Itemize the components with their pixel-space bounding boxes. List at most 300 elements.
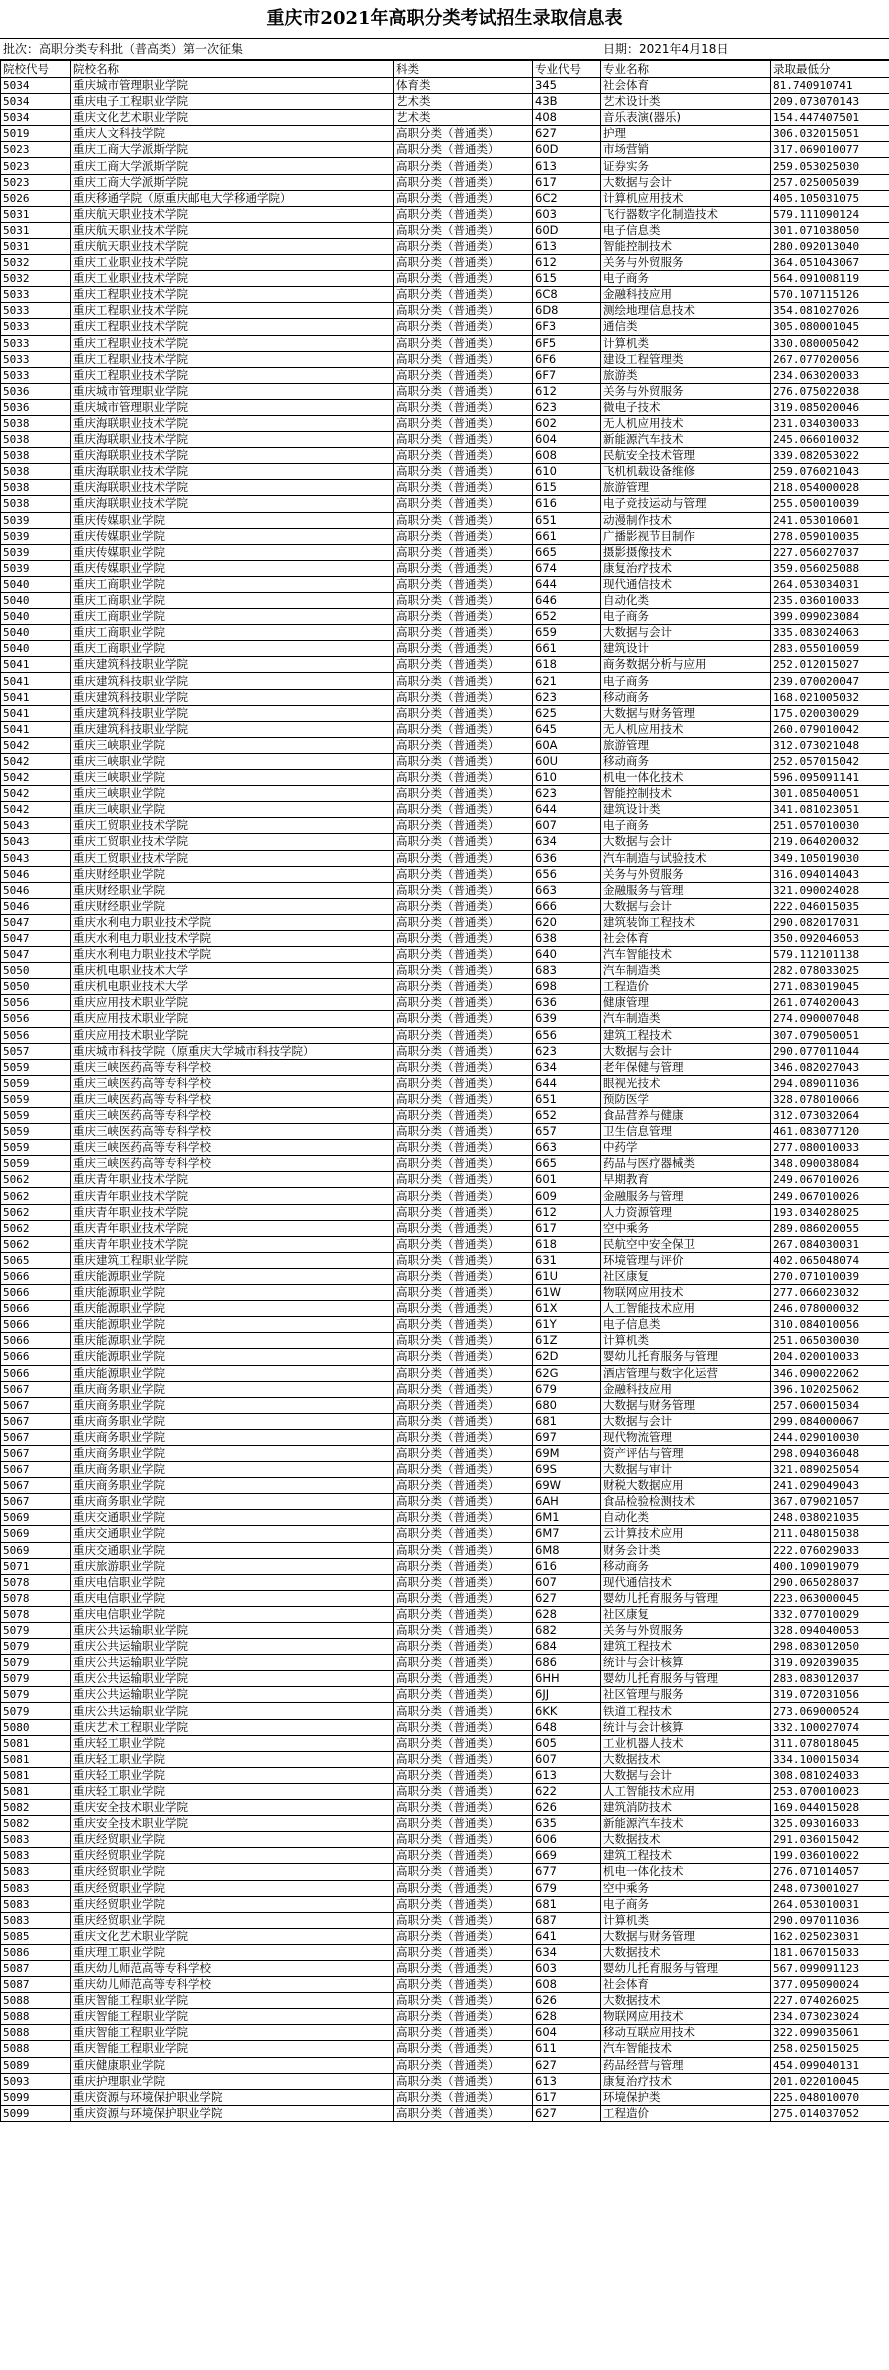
cell-category: 高职分类（普通类） xyxy=(394,834,533,850)
cell-major-code: 639 xyxy=(533,1011,601,1027)
cell-school-code: 5023 xyxy=(1,174,71,190)
cell-min-score: 328.094040053 xyxy=(771,1623,889,1639)
cell-major-code: 679 xyxy=(533,1880,601,1896)
cell-category: 高职分类（普通类） xyxy=(394,2089,533,2105)
cell-major-code: 618 xyxy=(533,657,601,673)
cell-school-name: 重庆公共运输职业学院 xyxy=(71,1703,394,1719)
table-row xyxy=(1,1252,889,1268)
cell-major-code: 622 xyxy=(533,1783,601,1799)
cell-min-score: 211.048015038 xyxy=(771,1526,889,1542)
cell-major-name: 汽车制造类 xyxy=(601,963,771,979)
cell-school-name: 重庆建筑科技职业学院 xyxy=(71,673,394,689)
cell-school-name: 重庆水利电力职业技术学院 xyxy=(71,947,394,963)
cell-min-score: 319.092039035 xyxy=(771,1655,889,1671)
cell-major-name: 电子商务 xyxy=(601,271,771,287)
cell-major-code: 648 xyxy=(533,1719,601,1735)
cell-category: 高职分类（普通类） xyxy=(394,1188,533,1204)
table-row xyxy=(1,995,889,1011)
cell-major-name: 动漫制作技术 xyxy=(601,512,771,528)
cell-major-name: 大数据与会计 xyxy=(601,1767,771,1783)
cell-category: 高职分类（普通类） xyxy=(394,1767,533,1783)
cell-major-name: 大数据与财务管理 xyxy=(601,1397,771,1413)
cell-major-code: 616 xyxy=(533,496,601,512)
table-row xyxy=(1,1751,889,1767)
cell-major-code: 60U xyxy=(533,753,601,769)
cell-min-score: 319.085020046 xyxy=(771,399,889,415)
cell-school-name: 重庆工商职业学院 xyxy=(71,609,394,625)
cell-min-score: 231.034030033 xyxy=(771,415,889,431)
cell-major-code: 604 xyxy=(533,2025,601,2041)
cell-major-code: 613 xyxy=(533,1767,601,1783)
cell-min-score: 251.065030030 xyxy=(771,1333,889,1349)
cell-category: 高职分类（普通类） xyxy=(394,576,533,592)
cell-school-name: 重庆工程职业技术学院 xyxy=(71,351,394,367)
cell-school-name: 重庆建筑科技职业学院 xyxy=(71,721,394,737)
cell-school-code: 5042 xyxy=(1,786,71,802)
cell-category: 高职分类（普通类） xyxy=(394,206,533,222)
cell-category: 高职分类（普通类） xyxy=(394,1703,533,1719)
cell-major-code: 679 xyxy=(533,1381,601,1397)
cell-major-code: 69W xyxy=(533,1478,601,1494)
cell-major-code: 6HH xyxy=(533,1671,601,1687)
table-row xyxy=(1,206,889,222)
cell-min-score: 567.099091123 xyxy=(771,1960,889,1976)
table-row xyxy=(1,126,889,142)
table-row xyxy=(1,1671,889,1687)
table-row xyxy=(1,1960,889,1976)
cell-major-name: 自动化类 xyxy=(601,1510,771,1526)
table-row xyxy=(1,609,889,625)
cell-major-code: 43B xyxy=(533,94,601,110)
cell-school-code: 5033 xyxy=(1,335,71,351)
cell-category: 高职分类（普通类） xyxy=(394,770,533,786)
cell-major-code: 645 xyxy=(533,721,601,737)
cell-major-name: 统计与会计核算 xyxy=(601,1655,771,1671)
table-row xyxy=(1,1800,889,1816)
table-row xyxy=(1,464,889,480)
cell-major-name: 康复治疗技术 xyxy=(601,2073,771,2089)
cell-major-code: 681 xyxy=(533,1896,601,1912)
cell-major-code: 613 xyxy=(533,238,601,254)
cell-school-code: 5066 xyxy=(1,1349,71,1365)
cell-school-code: 5086 xyxy=(1,1944,71,1960)
cell-major-name: 大数据技术 xyxy=(601,1832,771,1848)
cell-school-code: 5099 xyxy=(1,2089,71,2105)
cell-school-code: 5046 xyxy=(1,866,71,882)
cell-category: 高职分类（普通类） xyxy=(394,1590,533,1606)
cell-major-code: 602 xyxy=(533,415,601,431)
cell-school-code: 5078 xyxy=(1,1606,71,1622)
cell-category: 高职分类（普通类） xyxy=(394,1011,533,1027)
cell-min-score: 377.095090024 xyxy=(771,1977,889,1993)
cell-school-name: 重庆航天职业技术学院 xyxy=(71,238,394,254)
cell-major-code: 617 xyxy=(533,1220,601,1236)
cell-major-code: 61W xyxy=(533,1285,601,1301)
cell-major-name: 大数据与会计 xyxy=(601,625,771,641)
cell-major-code: 634 xyxy=(533,1944,601,1960)
cell-major-name: 环境保护类 xyxy=(601,2089,771,2105)
cell-min-score: 276.075022038 xyxy=(771,383,889,399)
cell-school-name: 重庆商务职业学院 xyxy=(71,1462,394,1478)
cell-min-score: 298.094036048 xyxy=(771,1445,889,1461)
table-row xyxy=(1,737,889,753)
table-row xyxy=(1,657,889,673)
cell-major-name: 市场营销 xyxy=(601,142,771,158)
cell-major-name: 民航安全技术管理 xyxy=(601,448,771,464)
cell-school-name: 重庆水利电力职业技术学院 xyxy=(71,930,394,946)
cell-school-code: 5079 xyxy=(1,1639,71,1655)
cell-min-score: 290.082017031 xyxy=(771,914,889,930)
cell-category: 高职分类（普通类） xyxy=(394,512,533,528)
cell-major-name: 社会体育 xyxy=(601,78,771,94)
cell-school-name: 重庆资源与环境保护职业学院 xyxy=(71,2105,394,2121)
cell-min-score: 209.073070143 xyxy=(771,94,889,110)
table-row xyxy=(1,1365,889,1381)
cell-school-name: 重庆航天职业技术学院 xyxy=(71,206,394,222)
cell-school-code: 5069 xyxy=(1,1510,71,1526)
cell-school-name: 重庆工程职业技术学院 xyxy=(71,335,394,351)
table-row xyxy=(1,1317,889,1333)
cell-min-score: 346.082027043 xyxy=(771,1059,889,1075)
table-row xyxy=(1,2105,889,2121)
cell-major-code: 345 xyxy=(533,78,601,94)
cell-category: 高职分类（普通类） xyxy=(394,1735,533,1751)
table-row xyxy=(1,689,889,705)
cell-school-name: 重庆人文科技学院 xyxy=(71,126,394,142)
cell-school-name: 重庆轻工职业学院 xyxy=(71,1751,394,1767)
cell-school-code: 5042 xyxy=(1,802,71,818)
cell-school-code: 5031 xyxy=(1,222,71,238)
cell-min-score: 246.078000032 xyxy=(771,1301,889,1317)
cell-min-score: 278.059010035 xyxy=(771,528,889,544)
cell-school-code: 5081 xyxy=(1,1751,71,1767)
cell-school-name: 重庆商务职业学院 xyxy=(71,1413,394,1429)
table-row xyxy=(1,1735,889,1751)
cell-major-name: 护理 xyxy=(601,126,771,142)
cell-major-name: 大数据技术 xyxy=(601,1993,771,2009)
cell-category: 高职分类（普通类） xyxy=(394,1365,533,1381)
cell-school-name: 重庆城市管理职业学院 xyxy=(71,399,394,415)
table-row xyxy=(1,1590,889,1606)
cell-school-name: 重庆工程职业技术学院 xyxy=(71,287,394,303)
cell-school-name: 重庆智能工程职业学院 xyxy=(71,2041,394,2057)
cell-major-code: 652 xyxy=(533,609,601,625)
cell-min-score: 218.054000028 xyxy=(771,480,889,496)
cell-school-name: 重庆工贸职业技术学院 xyxy=(71,818,394,834)
cell-school-name: 重庆三峡职业学院 xyxy=(71,770,394,786)
table-row xyxy=(1,528,889,544)
cell-major-code: 6D8 xyxy=(533,303,601,319)
cell-school-name: 重庆三峡医药高等专科学校 xyxy=(71,1140,394,1156)
cell-school-name: 重庆轻工职业学院 xyxy=(71,1735,394,1751)
cell-min-score: 175.020030029 xyxy=(771,705,889,721)
cell-min-score: 257.025005039 xyxy=(771,174,889,190)
cell-school-code: 5041 xyxy=(1,673,71,689)
cell-school-code: 5099 xyxy=(1,2105,71,2121)
cell-major-code: 60D xyxy=(533,142,601,158)
cell-category: 高职分类（普通类） xyxy=(394,882,533,898)
cell-major-name: 环境管理与评价 xyxy=(601,1252,771,1268)
cell-major-name: 移动商务 xyxy=(601,753,771,769)
cell-major-code: 6C2 xyxy=(533,190,601,206)
cell-school-code: 5059 xyxy=(1,1091,71,1107)
cell-major-code: 6F6 xyxy=(533,351,601,367)
cell-major-name: 艺术设计类 xyxy=(601,94,771,110)
cell-school-code: 5038 xyxy=(1,464,71,480)
cell-school-name: 重庆工程职业技术学院 xyxy=(71,303,394,319)
table-row xyxy=(1,1880,889,1896)
cell-major-name: 自动化类 xyxy=(601,593,771,609)
table-row xyxy=(1,255,889,271)
cell-min-score: 222.076029033 xyxy=(771,1542,889,1558)
cell-school-code: 5031 xyxy=(1,206,71,222)
cell-min-score: 267.077020056 xyxy=(771,351,889,367)
cell-school-name: 重庆三峡职业学院 xyxy=(71,753,394,769)
cell-major-code: 616 xyxy=(533,1558,601,1574)
cell-category: 高职分类（普通类） xyxy=(394,947,533,963)
header-category: 科类 xyxy=(394,61,533,78)
cell-major-code: 620 xyxy=(533,914,601,930)
cell-major-code: 613 xyxy=(533,158,601,174)
cell-major-name: 电子商务 xyxy=(601,1896,771,1912)
cell-min-score: 241.053010601 xyxy=(771,512,889,528)
cell-major-code: 621 xyxy=(533,673,601,689)
cell-school-name: 重庆青年职业技术学院 xyxy=(71,1188,394,1204)
table-row xyxy=(1,1687,889,1703)
cell-category: 高职分类（普通类） xyxy=(394,737,533,753)
cell-major-code: 69M xyxy=(533,1445,601,1461)
cell-school-code: 5069 xyxy=(1,1526,71,1542)
cell-major-name: 婴幼儿托育服务与管理 xyxy=(601,1349,771,1365)
table-row xyxy=(1,496,889,512)
cell-major-code: 608 xyxy=(533,448,601,464)
cell-major-code: 651 xyxy=(533,512,601,528)
cell-min-score: 219.064020032 xyxy=(771,834,889,850)
cell-min-score: 349.105019030 xyxy=(771,850,889,866)
table-row xyxy=(1,818,889,834)
cell-category: 高职分类（普通类） xyxy=(394,222,533,238)
cell-min-score: 199.036010022 xyxy=(771,1848,889,1864)
cell-min-score: 259.053025030 xyxy=(771,158,889,174)
table-row xyxy=(1,1059,889,1075)
cell-school-name: 重庆传媒职业学院 xyxy=(71,560,394,576)
table-row xyxy=(1,979,889,995)
table-row xyxy=(1,850,889,866)
cell-min-score: 289.086020055 xyxy=(771,1220,889,1236)
cell-school-name: 重庆工业职业技术学院 xyxy=(71,255,394,271)
table-row xyxy=(1,1912,889,1928)
cell-major-code: 6M7 xyxy=(533,1526,601,1542)
cell-category: 高职分类（普通类） xyxy=(394,1156,533,1172)
cell-school-name: 重庆工业职业技术学院 xyxy=(71,271,394,287)
table-row xyxy=(1,753,889,769)
cell-major-name: 早期教育 xyxy=(601,1172,771,1188)
cell-school-code: 5041 xyxy=(1,721,71,737)
table-row xyxy=(1,963,889,979)
cell-school-code: 5081 xyxy=(1,1735,71,1751)
cell-major-name: 统计与会计核算 xyxy=(601,1719,771,1735)
cell-school-name: 重庆海联职业技术学院 xyxy=(71,432,394,448)
cell-school-code: 5062 xyxy=(1,1172,71,1188)
cell-school-name: 重庆文化艺术职业学院 xyxy=(71,110,394,126)
cell-min-score: 248.073001027 xyxy=(771,1880,889,1896)
cell-major-name: 商务数据分析与应用 xyxy=(601,657,771,673)
cell-category: 高职分类（普通类） xyxy=(394,1172,533,1188)
cell-min-score: 325.093016033 xyxy=(771,1816,889,1832)
cell-category: 高职分类（普通类） xyxy=(394,174,533,190)
cell-min-score: 461.083077120 xyxy=(771,1124,889,1140)
cell-category: 高职分类（普通类） xyxy=(394,689,533,705)
cell-min-score: 225.048010070 xyxy=(771,2089,889,2105)
table-row xyxy=(1,1510,889,1526)
cell-school-name: 重庆电子工程职业学院 xyxy=(71,94,394,110)
cell-category: 高职分类（普通类） xyxy=(394,1027,533,1043)
cell-major-code: 638 xyxy=(533,930,601,946)
cell-category: 高职分类（普通类） xyxy=(394,705,533,721)
cell-school-code: 5033 xyxy=(1,287,71,303)
table-row xyxy=(1,705,889,721)
cell-category: 高职分类（普通类） xyxy=(394,432,533,448)
cell-major-name: 空中乘务 xyxy=(601,1880,771,1896)
cell-school-code: 5043 xyxy=(1,834,71,850)
cell-school-code: 5056 xyxy=(1,1011,71,1027)
cell-category: 高职分类（普通类） xyxy=(394,126,533,142)
cell-category: 高职分类（普通类） xyxy=(394,609,533,625)
cell-school-name: 重庆应用技术职业学院 xyxy=(71,995,394,1011)
cell-major-code: 681 xyxy=(533,1413,601,1429)
table-row xyxy=(1,190,889,206)
cell-school-name: 重庆三峡医药高等专科学校 xyxy=(71,1091,394,1107)
cell-category: 高职分类（普通类） xyxy=(394,255,533,271)
cell-min-score: 276.071014057 xyxy=(771,1864,889,1880)
header-major-name: 专业名称 xyxy=(601,61,771,78)
cell-major-name: 汽车制造类 xyxy=(601,1011,771,1027)
cell-min-score: 596.095091141 xyxy=(771,770,889,786)
table-row xyxy=(1,1896,889,1912)
cell-school-name: 重庆机电职业技术大学 xyxy=(71,979,394,995)
cell-major-code: 627 xyxy=(533,1590,601,1606)
cell-major-code: 6KK xyxy=(533,1703,601,1719)
cell-major-code: 628 xyxy=(533,1606,601,1622)
cell-major-code: 669 xyxy=(533,1848,601,1864)
cell-school-name: 重庆交通职业学院 xyxy=(71,1542,394,1558)
cell-school-code: 5047 xyxy=(1,947,71,963)
cell-school-code: 5066 xyxy=(1,1333,71,1349)
cell-major-name: 电子竞技运动与管理 xyxy=(601,496,771,512)
cell-major-code: 408 xyxy=(533,110,601,126)
table-row xyxy=(1,1719,889,1735)
batch-info-bar xyxy=(0,38,889,60)
cell-major-name: 电子信息类 xyxy=(601,222,771,238)
table-row xyxy=(1,351,889,367)
cell-major-code: 627 xyxy=(533,2057,601,2073)
cell-major-code: 663 xyxy=(533,882,601,898)
cell-category: 高职分类（普通类） xyxy=(394,1478,533,1494)
cell-school-name: 重庆青年职业技术学院 xyxy=(71,1172,394,1188)
cell-major-code: 640 xyxy=(533,947,601,963)
cell-school-code: 5088 xyxy=(1,1993,71,2009)
cell-category: 高职分类（普通类） xyxy=(394,1848,533,1864)
cell-min-score: 400.109019079 xyxy=(771,1558,889,1574)
cell-min-score: 367.079021057 xyxy=(771,1494,889,1510)
cell-major-code: 665 xyxy=(533,1156,601,1172)
cell-major-code: 69S xyxy=(533,1462,601,1478)
cell-major-name: 中药学 xyxy=(601,1140,771,1156)
cell-major-code: 613 xyxy=(533,2073,601,2089)
cell-major-name: 婴幼儿托育服务与管理 xyxy=(601,1960,771,1976)
date-label: 日期：2021年4月18日 xyxy=(603,42,729,56)
cell-major-name: 现代物流管理 xyxy=(601,1429,771,1445)
cell-school-name: 重庆电信职业学院 xyxy=(71,1590,394,1606)
cell-major-name: 音乐表演(器乐) xyxy=(601,110,771,126)
cell-major-code: 60D xyxy=(533,222,601,238)
cell-major-code: 617 xyxy=(533,2089,601,2105)
cell-school-name: 重庆机电职业技术大学 xyxy=(71,963,394,979)
cell-min-score: 273.069000524 xyxy=(771,1703,889,1719)
table-row xyxy=(1,1413,889,1429)
cell-major-name: 酒店管理与数字化运营 xyxy=(601,1365,771,1381)
cell-category: 高职分类（普通类） xyxy=(394,415,533,431)
cell-major-code: 609 xyxy=(533,1188,601,1204)
table-row xyxy=(1,802,889,818)
cell-major-name: 物联网应用技术 xyxy=(601,1285,771,1301)
cell-min-score: 283.055010059 xyxy=(771,641,889,657)
cell-category: 高职分类（普通类） xyxy=(394,142,533,158)
table-row xyxy=(1,866,889,882)
cell-major-name: 老年保健与管理 xyxy=(601,1059,771,1075)
cell-school-code: 5065 xyxy=(1,1252,71,1268)
cell-min-score: 222.046015035 xyxy=(771,898,889,914)
table-row xyxy=(1,1606,889,1622)
cell-category: 高职分类（普通类） xyxy=(394,850,533,866)
table-row xyxy=(1,1558,889,1574)
cell-major-name: 微电子技术 xyxy=(601,399,771,415)
cell-major-code: 674 xyxy=(533,560,601,576)
cell-major-code: 601 xyxy=(533,1172,601,1188)
cell-school-name: 重庆商务职业学院 xyxy=(71,1381,394,1397)
table-row xyxy=(1,1574,889,1590)
cell-category: 高职分类（普通类） xyxy=(394,238,533,254)
table-row xyxy=(1,383,889,399)
cell-min-score: 579.111090124 xyxy=(771,206,889,222)
cell-school-code: 5083 xyxy=(1,1864,71,1880)
cell-min-score: 251.057010030 xyxy=(771,818,889,834)
cell-school-code: 5042 xyxy=(1,753,71,769)
cell-school-code: 5078 xyxy=(1,1574,71,1590)
cell-min-score: 290.077011044 xyxy=(771,1043,889,1059)
cell-school-name: 重庆三峡职业学院 xyxy=(71,737,394,753)
cell-major-code: 697 xyxy=(533,1429,601,1445)
cell-category: 高职分类（普通类） xyxy=(394,1268,533,1284)
cell-major-code: 623 xyxy=(533,786,601,802)
cell-school-code: 5038 xyxy=(1,496,71,512)
table-row xyxy=(1,1542,889,1558)
cell-major-code: 61Z xyxy=(533,1333,601,1349)
cell-school-code: 5039 xyxy=(1,560,71,576)
cell-school-name: 重庆智能工程职业学院 xyxy=(71,1993,394,2009)
cell-major-name: 人力资源管理 xyxy=(601,1204,771,1220)
table-row xyxy=(1,1027,889,1043)
cell-category: 高职分类（普通类） xyxy=(394,1864,533,1880)
cell-school-code: 5082 xyxy=(1,1800,71,1816)
cell-school-code: 5087 xyxy=(1,1960,71,1976)
cell-major-name: 大数据与会计 xyxy=(601,834,771,850)
cell-school-code: 5040 xyxy=(1,641,71,657)
cell-category: 高职分类（普通类） xyxy=(394,1091,533,1107)
cell-major-name: 工程造价 xyxy=(601,979,771,995)
table-row xyxy=(1,1639,889,1655)
cell-category: 高职分类（普通类） xyxy=(394,287,533,303)
